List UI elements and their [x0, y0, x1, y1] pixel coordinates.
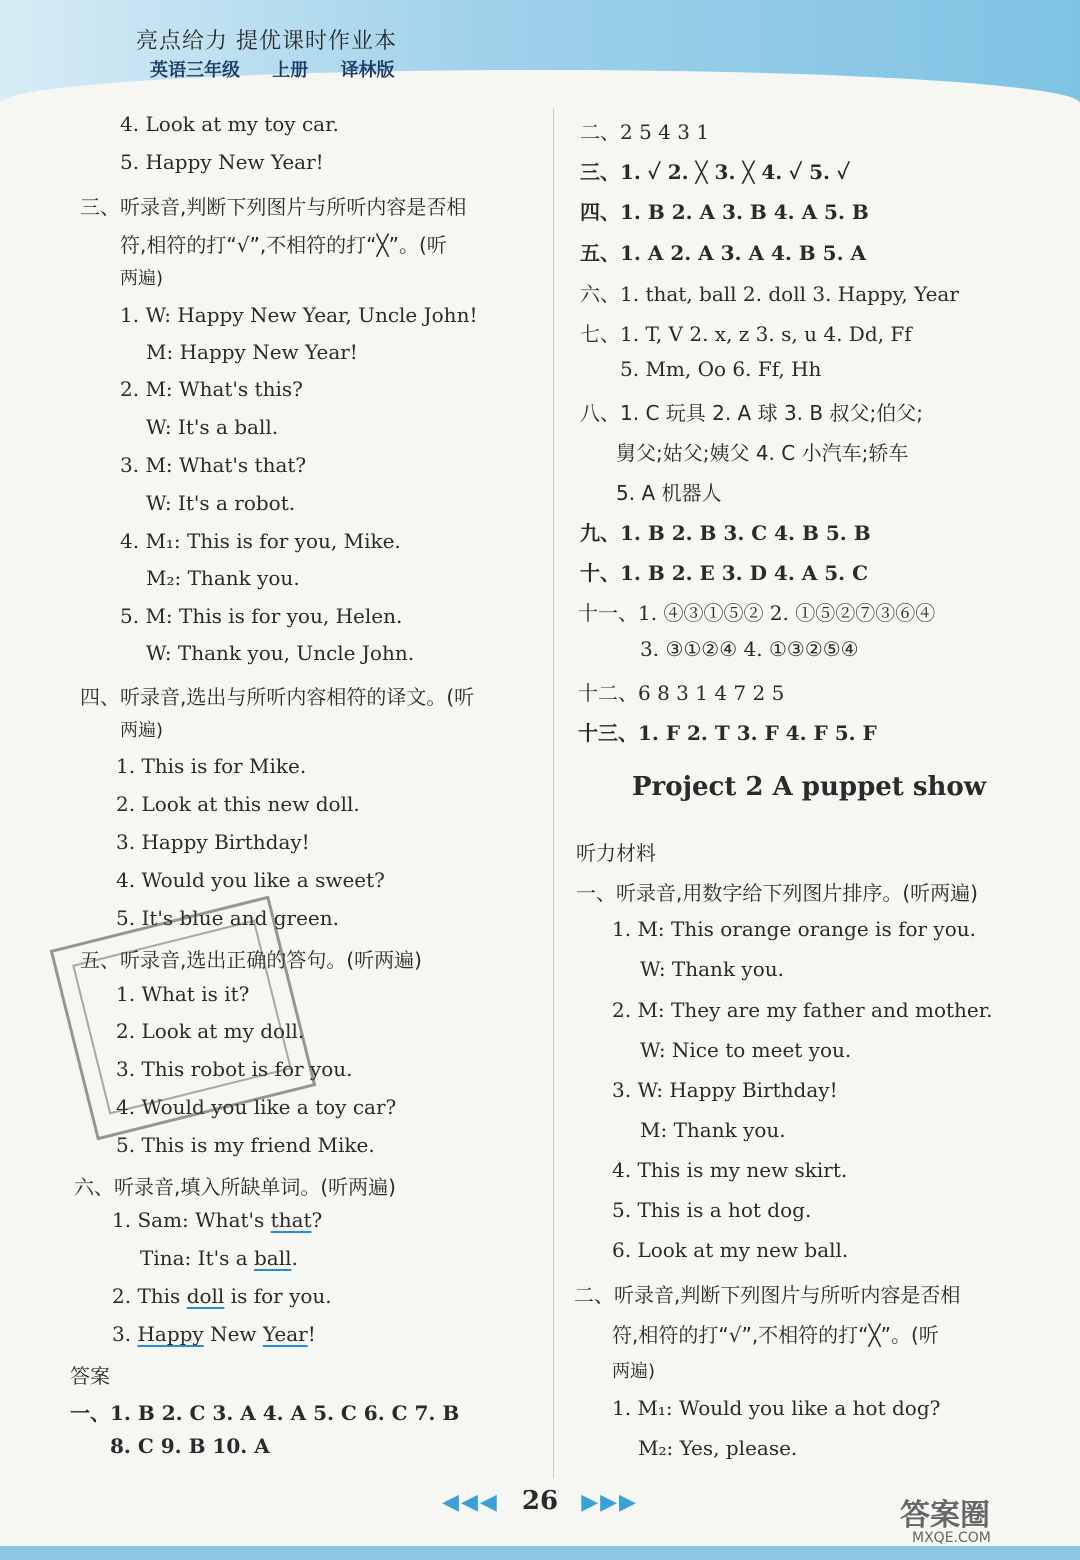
blank-answer: Year [262, 1322, 308, 1346]
blank-answer: that [270, 1208, 312, 1232]
page-number: 26 [521, 1486, 559, 1516]
answer-line: 十三、1. F 2. T 3. F 4. F 5. F [578, 721, 877, 745]
answer-line: 九、1. B 2. B 3. C 4. B 5. B [580, 521, 871, 545]
section-heading: 三、听录音,判断下列图片与所听内容是否相 [80, 195, 467, 219]
list-item: 3. This robot is for you. [116, 1057, 353, 1081]
prev-arrows-icon: ◀◀◀ [442, 1490, 499, 1515]
column-divider [553, 108, 554, 1478]
section-heading: 四、听录音,选出与所听内容相符的译文。(听 [80, 685, 475, 709]
answer-line: 8. C 9. B 10. A [110, 1434, 270, 1458]
book-title: 亮点给力 提优课时作业本 [136, 29, 397, 54]
answers-heading: 答案 [70, 1364, 110, 1388]
list-item: 5. This is my friend Mike. [116, 1133, 375, 1157]
text: 3. [112, 1322, 138, 1346]
answer-line: 一、1. B 2. C 3. A 4. A 5. C 6. C 7. B [70, 1401, 460, 1425]
text: 1. Sam: What's [112, 1208, 271, 1232]
watermark-logo: 答案圈 [900, 1498, 990, 1533]
answer-line: 5. A 机器人 [616, 481, 722, 505]
watermark-url: MXQE.COM [912, 1530, 991, 1546]
dialog-line: 2. M: They are my father and mother. [612, 998, 993, 1022]
subject-label: 英语三年级 [150, 60, 240, 81]
dialog-line: 3. W: Happy Birthday! [612, 1078, 838, 1102]
fill-blank-line [112, 1322, 316, 1346]
dialog-line: 3. M: What's that? [120, 453, 307, 477]
text: 2. This [112, 1284, 187, 1308]
list-item: 4. Would you like a toy car? [116, 1095, 397, 1119]
text: ? [311, 1208, 323, 1232]
answer-line: 5. Mm, Oo 6. Ff, Hh [620, 357, 822, 381]
dialog-line: M: Happy New Year! [146, 340, 358, 364]
section-heading: 符,相符的打“√”,不相符的打“╳”。(听 [120, 233, 447, 257]
answer-line: 十、1. B 2. E 3. D 4. A 5. C [580, 561, 868, 585]
dialog-line: 4. M₁: This is for you, Mike. [120, 529, 401, 553]
text: . [291, 1246, 298, 1270]
bottom-bar [0, 1546, 1080, 1560]
blank-answer: doll [186, 1284, 225, 1308]
list-item: 1. This is for Mike. [116, 754, 307, 778]
text-line: 5. Happy New Year! [120, 150, 324, 174]
section-heading: 一、听录音,用数字给下列图片排序。(听两遍) [576, 881, 978, 905]
section-heading: 符,相符的打“√”,不相符的打“╳”。(听 [612, 1323, 939, 1347]
dialog-line: M₂: Thank you. [146, 566, 300, 590]
answer-line: 三、1. ✓ 2. ╳ 3. ╳ 4. ✓ 5. ✓ [580, 160, 850, 184]
answer-line: 六、1. that, ball 2. doll 3. Happy, Year [580, 282, 959, 306]
dialog-line: 5. M: This is for you, Helen. [120, 604, 403, 628]
list-item: 2. Look at my doll. [116, 1019, 305, 1043]
text-line: 4. Look at my toy car. [120, 112, 339, 136]
dialog-line: 1. W: Happy New Year, Uncle John! [120, 303, 478, 327]
answer-line: 八、1. C 玩具 2. A 球 3. B 叔父;伯父; [580, 401, 923, 425]
book-subtitle [150, 56, 421, 82]
edition-label: 译林版 [340, 60, 395, 81]
listening-heading: 听力材料 [576, 841, 656, 865]
section-heading: 五、听录音,选出正确的答句。(听两遍) [80, 948, 422, 972]
fill-blank-line [112, 1284, 332, 1308]
next-arrows-icon: ▶▶▶ [581, 1490, 638, 1515]
section-heading: 两遍) [120, 268, 164, 289]
answer-line: 五、1. A 2. A 3. A 4. B 5. A [580, 241, 867, 265]
answer-line: 十一、1. ④③①⑤② 2. ①⑤②⑦③⑥④ [578, 601, 936, 625]
text: Tina: It's a [140, 1246, 254, 1270]
list-item: 3. Happy Birthday! [116, 830, 310, 854]
blank-answer: ball [253, 1246, 292, 1270]
text: New [203, 1322, 263, 1346]
fill-blank-line [140, 1246, 298, 1270]
dialog-line: M: Thank you. [640, 1118, 786, 1142]
dialog-line: W: It's a ball. [146, 415, 279, 439]
list-item: 4. Would you like a sweet? [116, 868, 385, 892]
dialog-line: 1. M: This orange orange is for you. [612, 917, 977, 941]
volume-label: 上册 [272, 60, 309, 81]
text: is for you. [224, 1284, 332, 1308]
answer-line: 四、1. B 2. A 3. B 4. A 5. B [580, 200, 869, 224]
answer-line: 二、2 5 4 3 1 [580, 120, 710, 144]
answer-line: 3. ③①②④ 4. ①③②⑤④ [640, 637, 859, 661]
section-heading: 两遍) [120, 720, 164, 741]
dialog-line: W: Thank you. [640, 957, 784, 981]
page-header [0, 0, 1080, 104]
list-item: 5. It's blue and green. [116, 906, 340, 930]
section-heading: 二、听录音,判断下列图片与所听内容是否相 [574, 1283, 961, 1307]
text: ! [307, 1322, 316, 1346]
answer-line: 十二、6 8 3 1 4 7 2 5 [578, 681, 785, 705]
dialog-line: 5. This is a hot dog. [612, 1198, 812, 1222]
answer-line: 七、1. T, V 2. x, z 3. s, u 4. Dd, Ff [580, 322, 912, 346]
project-title: Project 2 A puppet show [632, 772, 987, 802]
list-item: 2. Look at this new doll. [116, 792, 360, 816]
section-heading: 六、听录音,填入所缺单词。(听两遍) [74, 1175, 396, 1199]
dialog-line: 2. M: What's this? [120, 377, 303, 401]
dialog-line: W: It's a robot. [146, 491, 296, 515]
list-item: 1. What is it? [116, 982, 250, 1006]
dialog-line: 6. Look at my new ball. [612, 1238, 849, 1262]
blank-answer: Happy [137, 1322, 204, 1346]
dialog-line: W: Thank you, Uncle John. [146, 641, 415, 665]
section-heading: 两遍) [612, 1361, 656, 1382]
dialog-line: M₂: Yes, please. [638, 1436, 798, 1460]
answer-line: 舅父;姑父;姨父 4. C 小汽车;轿车 [616, 441, 909, 465]
fill-blank-line [112, 1208, 322, 1232]
dialog-line: 1. M₁: Would you like a hot dog? [612, 1396, 941, 1420]
dialog-line: W: Nice to meet you. [640, 1038, 852, 1062]
dialog-line: 4. This is my new skirt. [612, 1158, 848, 1182]
